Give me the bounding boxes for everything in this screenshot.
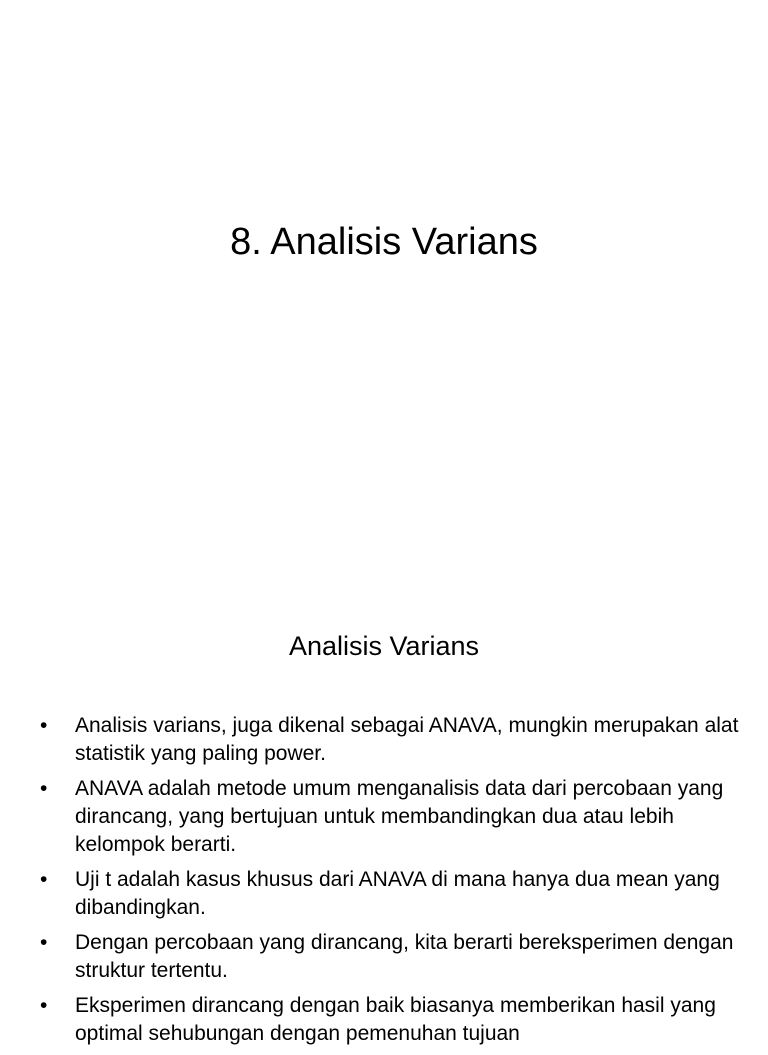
slide-2 [0, 576, 768, 1045]
bullet-text: ANAVA adalah metode umum menganalisis data dari percobaan yang dirancang, yang bertujuan untuk membandingkan dua atau lebih kelompok berarti. [75, 777, 724, 856]
bullet-text: Analisis varians, juga dikenal sebagai ANAVA, mungkin merupakan alat statistik yang paling power. [75, 714, 739, 765]
bullet-item [40, 929, 752, 985]
bullet-text: Dengan percobaan yang dirancang, kita berarti bereksperimen dengan struktur tertentu. [75, 931, 734, 982]
bullet-dot-icon: • [40, 714, 48, 737]
bullet-dot-icon: • [40, 994, 48, 1017]
bullet-text: Eksperimen dirancang dengan baik biasanya memberikan hasil yang optimal sehubungan dengan pemenuhan tujuan [75, 994, 716, 1045]
bullet-item [40, 866, 752, 922]
bullet-list [40, 712, 752, 1055]
slide-1-title: 8. Analisis Varians [230, 221, 538, 263]
bullet-item [40, 712, 752, 768]
bullet-dot-icon: • [40, 868, 48, 891]
bullet-dot-icon: • [40, 931, 48, 954]
bullet-text: Uji t adalah kasus khusus dari ANAVA di mana hanya dua mean yang dibandingkan. [75, 868, 720, 919]
bullet-dot-icon: • [40, 777, 48, 800]
bullet-item [40, 775, 752, 859]
bullet-item [40, 992, 752, 1048]
slide-2-title: Analisis Varians [288, 631, 480, 661]
